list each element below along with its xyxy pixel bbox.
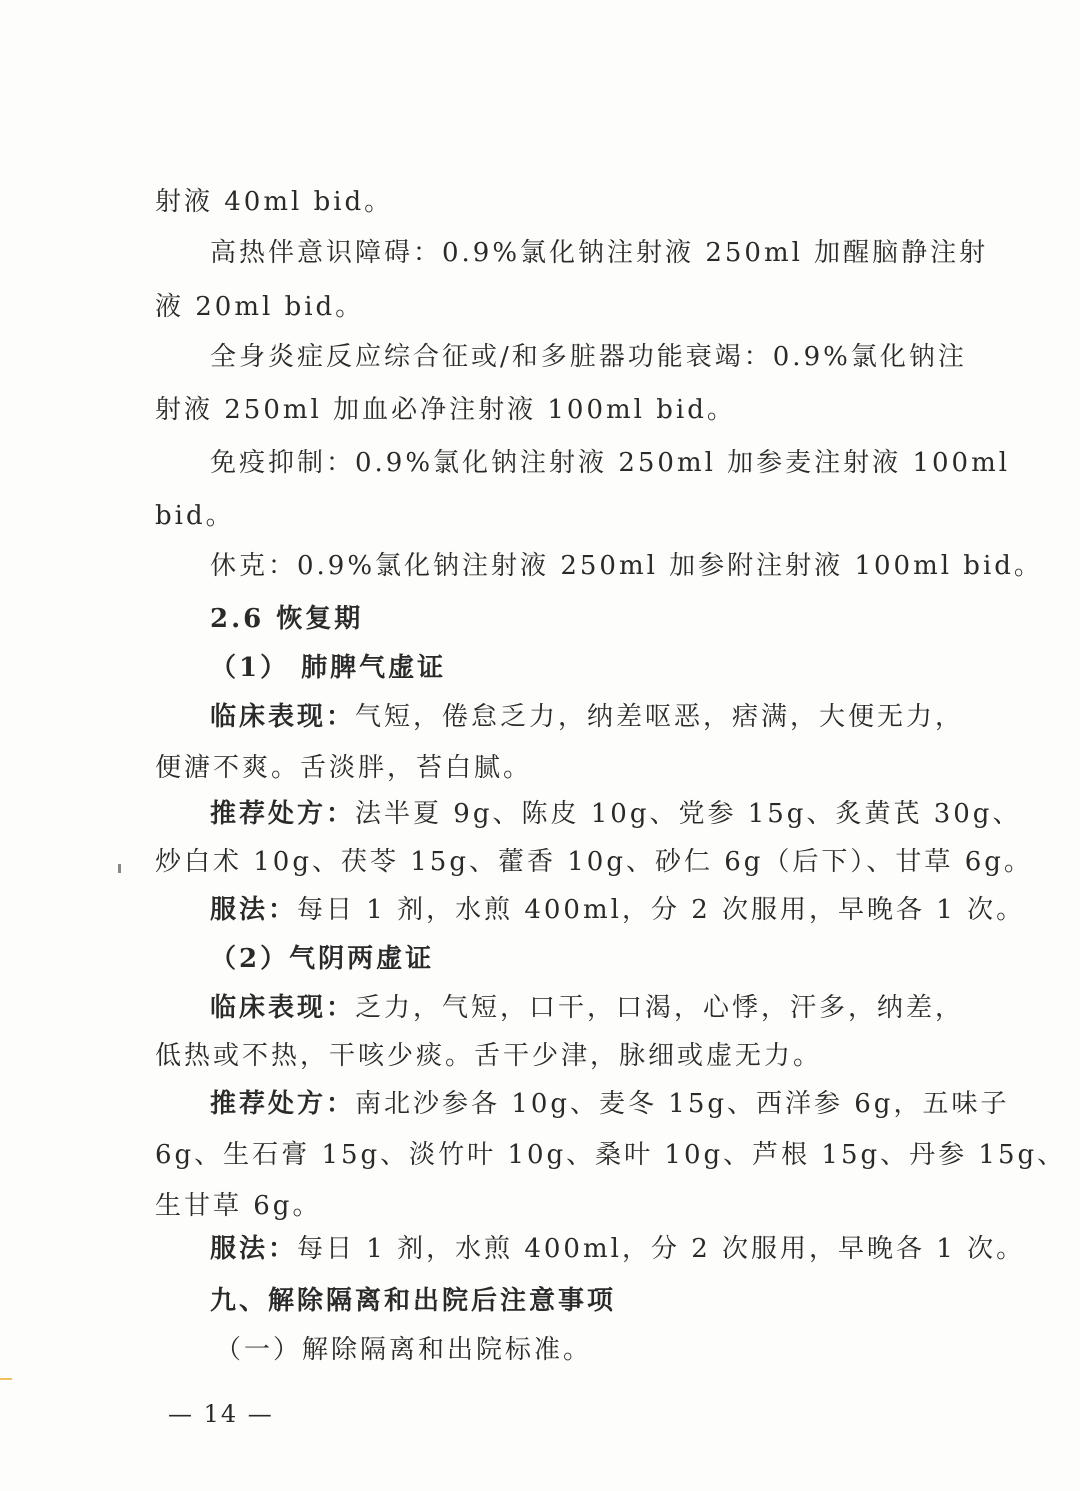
heading-text: 九、解除隔离和出院后注意事项 [210,1286,617,1316]
line-text: 生甘草 6g。 [155,1191,322,1221]
chapter-heading [210,1284,616,1318]
section-heading [210,602,363,636]
text-line [155,845,1033,879]
subsection-heading [215,1333,592,1367]
text-line [210,991,964,1025]
line-text: 低热或不热，干咳少痰。舌干少津，脉细或虚无力。 [155,1041,823,1071]
text-line [210,340,967,374]
heading-text: （一）解除隔离和出院标准。 [215,1335,593,1365]
text-line [210,1232,1025,1266]
line-text: 液 20ml bid。 [155,292,365,322]
page-number: — 14 — [168,1400,274,1428]
field-label: 推荐处方： [210,1089,356,1119]
field-value: 每日 1 剂，水煎 400ml，分 2 次服用，早晚各 1 次。 [297,1234,1026,1264]
heading-text: 2.6 恢复期 [210,604,364,634]
line-text: 休克：0.9%氯化钠注射液 250ml 加参附注射液 100ml bid。 [210,551,1043,581]
line-text: 炒白术 10g、茯苓 15g、藿香 10g、砂仁 6g（后下）、甘草 6g。 [155,847,1033,877]
line-text: 便溏不爽。舌淡胖，苔白腻。 [155,753,533,783]
field-label: 推荐处方： [210,799,356,829]
line-text: 射液 250ml 加血必净注射液 100ml bid。 [155,395,736,425]
line-text: 高热伴意识障碍：0.9%氯化钠注射液 250ml 加醒脑静注射 [210,238,989,268]
text-line [155,1138,1066,1172]
field-value: 气短，倦怠乏力，纳差呕恶，痞满，大便无力， [355,702,965,732]
text-line [155,185,393,219]
text-line [155,1039,822,1073]
scan-mark [118,864,121,873]
field-label: 服法： [210,895,298,925]
line-text: 6g、生石膏 15g、淡竹叶 10g、桑叶 10g、芦根 15g、丹参 15g、 [155,1140,1067,1170]
text-line [210,797,1021,831]
line-text: bid。 [155,501,235,531]
text-line [210,1087,1009,1121]
heading-text: （2）气阴两虚证 [210,944,435,974]
text-line [210,549,1043,583]
text-line [155,751,532,785]
field-value: 每日 1 剂，水煎 400ml，分 2 次服用，早晚各 1 次。 [297,895,1026,925]
line-text: 免疫抑制：0.9%氯化钠注射液 250ml 加参麦注射液 100ml [210,448,1011,478]
field-label: 临床表现： [210,702,356,732]
field-label: 服法： [210,1234,298,1264]
text-line [210,236,988,270]
text-line [155,290,364,324]
heading-text: （1） 肺脾气虚证 [210,653,447,683]
field-value: 南北沙参各 10g、麦冬 15g、西洋参 6g，五味子 [355,1089,1010,1119]
text-line [210,893,1025,927]
line-text: 全身炎症反应综合征或/和多脏器功能衰竭：0.9%氯化钠注 [210,342,967,372]
field-value: 法半夏 9g、陈皮 10g、党参 15g、炙黄芪 30g、 [355,799,1022,829]
subsection-heading [210,942,434,976]
field-value: 乏力，气短，口干，口渴，心悸，汗多，纳差， [355,993,965,1023]
text-line [210,700,964,734]
text-line [155,1189,321,1223]
field-label: 临床表现： [210,993,356,1023]
text-line [210,446,1010,480]
text-line [155,499,235,533]
scan-edge-mark [0,1378,12,1380]
subsection-heading [210,651,446,685]
line-text: 射液 40ml bid。 [155,187,394,217]
text-line [155,393,736,427]
